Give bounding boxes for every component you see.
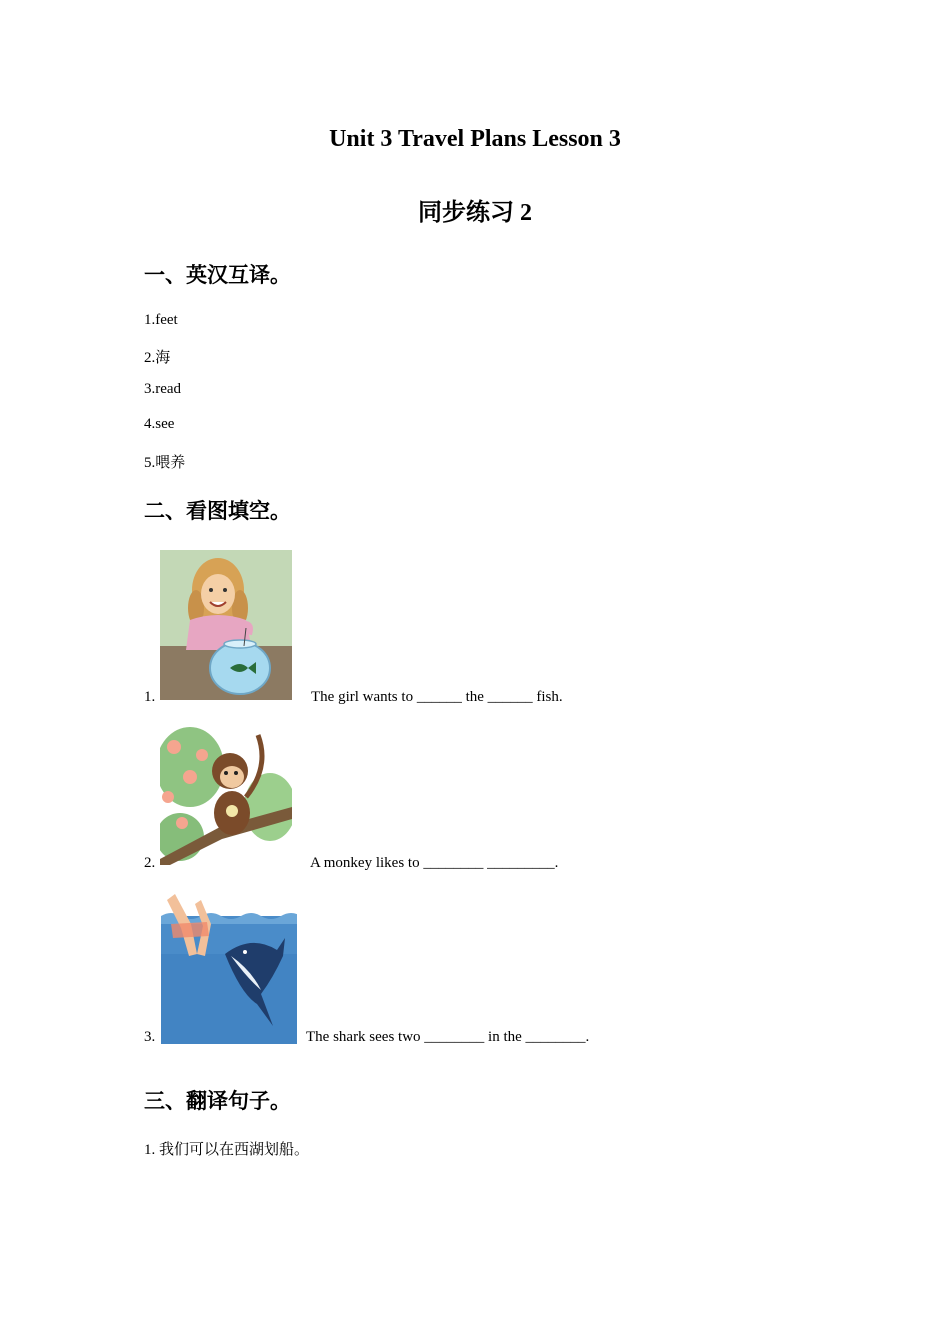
monkey-in-peach-tree-image — [160, 727, 292, 865]
shark-and-swimmer-legs-image — [161, 894, 297, 1044]
section-1-heading: 一、英汉互译。 — [144, 263, 291, 287]
page-title: Unit 3 Travel Plans Lesson 3 — [329, 126, 621, 152]
question-1-number: 1. — [144, 689, 156, 705]
translation-item-1: 1. 我们可以在西湖划船。 — [144, 1142, 310, 1158]
section-2-heading: 二、看图填空。 — [144, 499, 291, 523]
question-1-sentence: The girl wants to ______ the ______ fish. — [311, 689, 563, 705]
vocab-item-2: 2.海 — [144, 350, 171, 366]
section-3-heading: 三、翻译句子。 — [144, 1089, 291, 1113]
question-3-number: 3. — [144, 1029, 156, 1045]
girl-feeding-goldfish-image — [160, 550, 292, 700]
question-2-sentence: A monkey likes to ________ _________. — [310, 855, 559, 871]
question-3-sentence: The shark sees two ________ in the ________. — [306, 1029, 590, 1045]
vocab-item-5: 5.喂养 — [144, 455, 186, 471]
question-2-number: 2. — [144, 855, 156, 871]
page-subtitle: 同步练习 2 — [418, 200, 532, 226]
vocab-item-4: 4.see — [144, 416, 175, 432]
vocab-item-1: 1.feet — [144, 312, 178, 328]
vocab-item-3: 3.read — [144, 381, 182, 397]
